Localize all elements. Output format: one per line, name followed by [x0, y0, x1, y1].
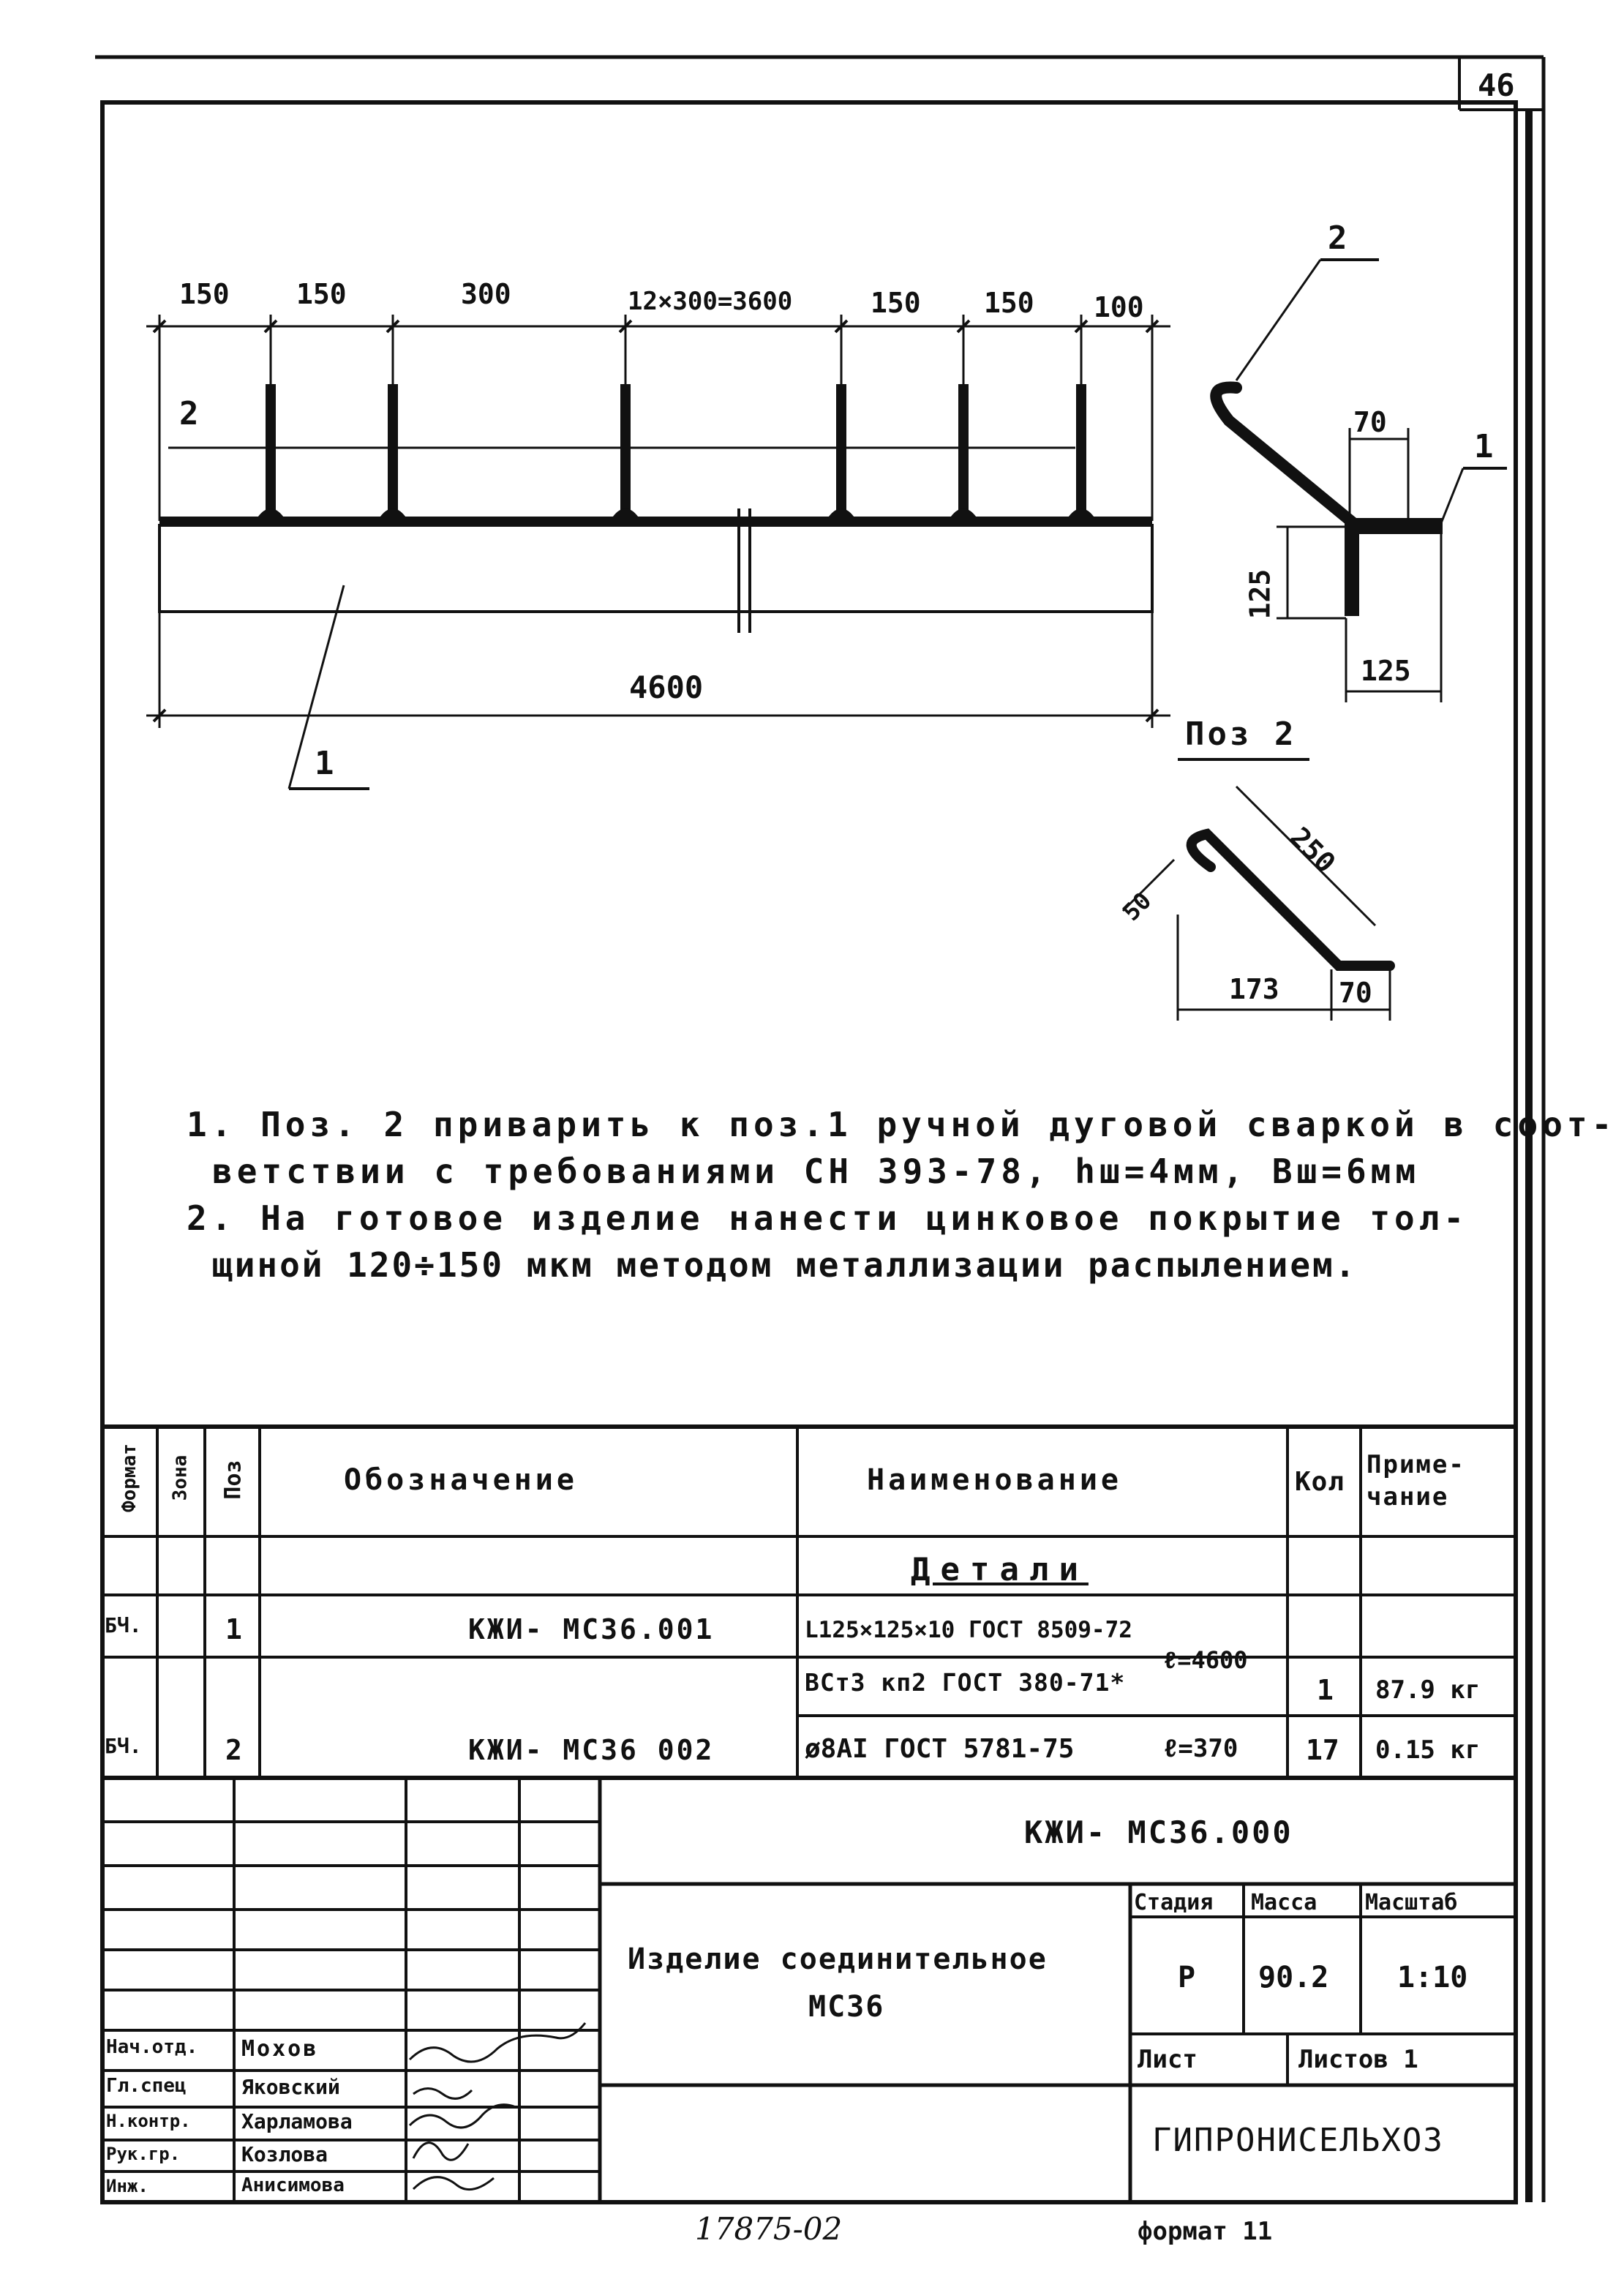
- mass-label: Масса: [1251, 1890, 1317, 1915]
- pos2-dim-50: 50: [1117, 886, 1157, 927]
- dim-top-7: 100: [1094, 291, 1144, 323]
- sig-name-1: Мохов: [241, 2036, 319, 2062]
- col-header-format: Формат: [118, 1444, 140, 1512]
- organization: ГИПРОНИСЕЛЬХОЗ: [1152, 2122, 1444, 2159]
- row1-pos: 1: [225, 1613, 242, 1645]
- section-dim-125-h: 125: [1361, 655, 1411, 687]
- mass-value: 90.2: [1258, 1961, 1329, 1994]
- dim-length: 4600: [629, 669, 704, 705]
- row2-format: БЧ.: [105, 1734, 142, 1758]
- row1-name-line2: ВСт3 кп2 ГОСТ 380-71*: [805, 1668, 1126, 1697]
- sig-role-1: Нач.отд.: [106, 2036, 198, 2058]
- page-number: 46: [1478, 67, 1515, 103]
- dim-top-3: 300: [461, 278, 511, 310]
- row1-length: ℓ=4600: [1163, 1646, 1248, 1674]
- sig-name-2: Яковский: [241, 2075, 340, 2099]
- note-line-2: ветствии с требованиями СН 393-78, hш=4мм, Bш=6мм: [212, 1152, 1421, 1191]
- pos2-dim-250: 250: [1283, 821, 1342, 879]
- sig-role-2: Гл.спец: [106, 2075, 187, 2097]
- section-dim-125-v: 125: [1244, 568, 1277, 620]
- row1-name-line1: L125×125×10 ГОСТ 8509-72: [805, 1617, 1132, 1643]
- dim-top-4: 12×300=3600: [628, 287, 793, 316]
- sig-role-3: Н.контр.: [106, 2111, 191, 2131]
- col-header-name: Наименование: [867, 1463, 1122, 1497]
- section-label-2: 2: [1328, 219, 1347, 257]
- inventory-number: 17875-02: [695, 2211, 843, 2247]
- cross-section: [1216, 260, 1507, 702]
- row2-pos: 2: [225, 1734, 242, 1766]
- dim-top-2: 150: [296, 278, 347, 310]
- row1-designation: КЖИ- МС36.001: [468, 1613, 715, 1645]
- note-line-1: 1. Поз. 2 приварить к поз.1 ручной дуговой сваркой в соот-: [187, 1105, 1617, 1144]
- row2-designation: КЖИ- МС36 002: [468, 1734, 715, 1766]
- col-header-designation: Обозначение: [344, 1463, 578, 1497]
- dim-top-1: 150: [179, 278, 230, 310]
- row2-note: 0.15 кг: [1375, 1735, 1481, 1765]
- sig-name-5: Анисимова: [241, 2174, 345, 2196]
- title-line-1: Изделие соединительное: [628, 1942, 1048, 1976]
- title-line-2: МС36: [808, 1990, 885, 2024]
- sig-name-4: Козлова: [241, 2142, 328, 2166]
- doc-code: КЖИ- МС36.000: [1024, 1814, 1293, 1850]
- col-header-pos: Поз: [220, 1460, 247, 1500]
- scale-value: 1:10: [1397, 1961, 1468, 1994]
- section-title-details: Детали: [911, 1551, 1089, 1588]
- label-pos-2: 2: [179, 395, 199, 432]
- row1-qty: 1: [1317, 1674, 1334, 1706]
- row2-name: ø8AI ГОСТ 5781-75: [805, 1734, 1075, 1764]
- stage-value: Р: [1178, 1961, 1196, 1994]
- scale-label: Масштаб: [1365, 1890, 1458, 1915]
- dim-top-6: 150: [984, 287, 1034, 319]
- sheets-label: Листов 1: [1298, 2045, 1418, 2074]
- row1-note: 87.9 кг: [1375, 1675, 1481, 1705]
- format-label: формат 11: [1138, 2217, 1273, 2246]
- section-dim-70: 70: [1353, 406, 1387, 438]
- stage-label: Стадия: [1134, 1890, 1214, 1915]
- dim-top-5: 150: [871, 287, 921, 319]
- sig-role-5: Инж.: [106, 2176, 149, 2196]
- pos2-dim-173: 173: [1229, 973, 1279, 1005]
- row2-qty: 17: [1306, 1734, 1339, 1766]
- note-line-4: щиной 120÷150 мкм методом металлизации распылением.: [212, 1245, 1358, 1285]
- pos2-title: Поз 2: [1185, 716, 1297, 753]
- note-line-3: 2. На готовое изделие нанести цинковое покрытие тол-: [187, 1198, 1469, 1238]
- col-header-qty: Кол: [1295, 1467, 1345, 1497]
- sig-role-4: Рук.гр.: [106, 2144, 181, 2164]
- section-label-1: 1: [1474, 428, 1494, 465]
- col-header-zone: Зона: [169, 1454, 192, 1501]
- label-pos-1: 1: [315, 745, 334, 782]
- row1-format: БЧ.: [105, 1613, 142, 1637]
- sheet-label: Лист: [1138, 2045, 1198, 2074]
- pos2-dim-70: 70: [1339, 977, 1372, 1009]
- beam-elevation: [146, 315, 1170, 789]
- col-header-note: Приме-чание: [1367, 1450, 1465, 1512]
- row2-length: ℓ=370: [1163, 1734, 1238, 1763]
- sig-name-3: Харламова: [241, 2109, 353, 2133]
